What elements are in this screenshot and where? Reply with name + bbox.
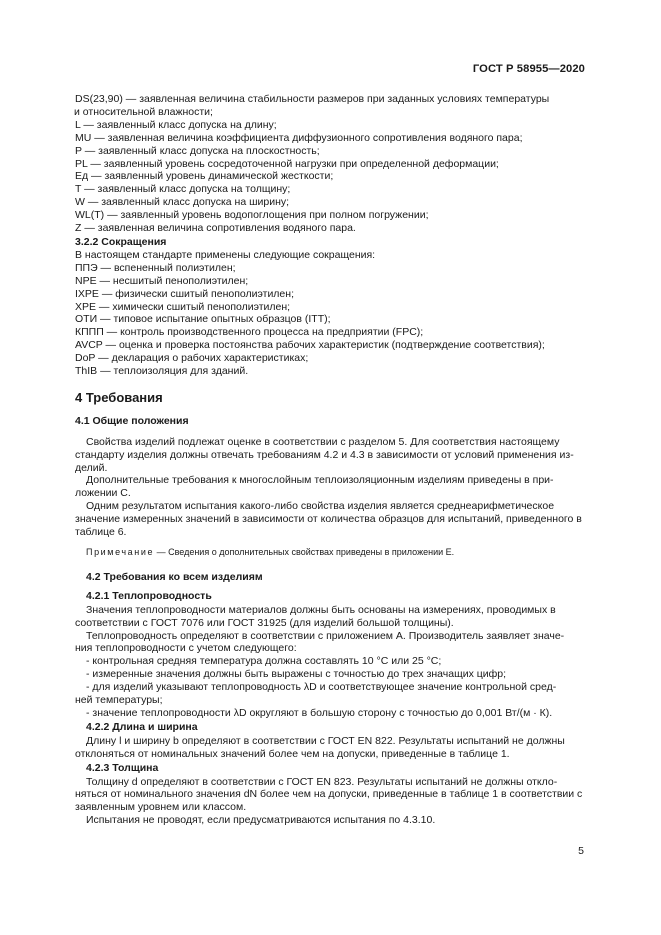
section-4-heading: 4 Требования — [75, 389, 163, 405]
symbol-line: W — заявленный класс допуска на ширину; — [75, 196, 290, 209]
abbrev-item: ThIB — теплоизоляция для зданий. — [75, 365, 249, 378]
paragraph-4-2-3-a — [75, 776, 585, 815]
section-4-2-heading: 4.2 Требования ко всем изделиям — [86, 570, 263, 583]
note-text: — Сведения о дополнительных свойствах приведены в приложении Е. — [154, 547, 455, 557]
section-4-2-3-heading: 4.2.3 Толщина — [86, 761, 159, 774]
para-line: соответствии с ГОСТ 7076 или ГОСТ 31925 (для изделий большой толщины). — [75, 616, 454, 629]
abbrev-item: КППП — контроль производственного процесса на предприятии (FPC); — [75, 326, 424, 339]
document-header: ГОСТ Р 58955—2020 — [472, 63, 585, 75]
paragraph-4-2-1-b — [75, 630, 585, 656]
para-line: стандарту изделия должны отвечать требованиям 4.2 и 4.3 в зависимости от условий применения из- — [75, 448, 574, 461]
para-line: Теплопроводность определяют в соответствии с приложением А. Производитель заявляет значе- — [86, 629, 565, 642]
symbol-line: MU — заявленная величина коэффициента диффузионного сопротивления водяного пара; — [75, 131, 523, 144]
para-line: Толщину d определяют в соответствии с ГОСТ EN 823. Результаты испытаний не должны откло- — [86, 775, 558, 788]
para-line: Длину l и ширину b определяют в соответствии с ГОСТ EN 822. Результаты испытаний не должны — [86, 734, 565, 747]
para-line: отклоняться от номинальных значений более чем на допуски, приведенные в таблице 1. — [75, 747, 510, 760]
symbol-line: DS(23,90) — заявленная величина стабильности размеров при заданных условиях температуры — [75, 93, 550, 105]
symbol-line: Z — заявленная величина сопротивления водяного пара. — [75, 222, 356, 235]
symbol-line: Eд — заявленный уровень динамической жесткости; — [75, 170, 334, 183]
symbol-line: L — заявленный класс допуска на длину; — [75, 118, 277, 131]
section-4-1-heading: 4.1 Общие положения — [75, 414, 189, 427]
para-line: няться от номинального значения dN более чем на допуски, приведенные в таблице 1 в соответствии с — [75, 788, 583, 801]
section-4-2-2-heading: 4.2.2 Длина и ширина — [86, 720, 198, 733]
symbol-line: P — заявленный класс допуска на плоскостность; — [75, 144, 320, 157]
abbrev-item: ППЭ — вспененный полиэтилен; — [75, 261, 236, 274]
abbrev-item: AVCP — оценка и проверка постоянства рабочих характеристик (подтверждение соответствия); — [75, 339, 545, 352]
para-line: таблице 6. — [75, 526, 127, 539]
list-item: - для изделий указывают теплопроводность λD и соответствующее значение контрольной сред- — [86, 681, 557, 694]
symbol-line: WL(T) — заявленный уровень водопоглощения при полном погружении; — [75, 209, 429, 222]
abbrev-item: IXPE — физически сшитый пенополиэтилен; — [75, 287, 294, 300]
list-item: - измеренные значения должны быть выражены с точностью до трех значащих цифр; — [86, 668, 507, 681]
para-line: Дополнительные требования к многослойным теплоизоляционным изделиям приведены в при- — [86, 474, 554, 487]
paragraph-4-2-1-a — [75, 604, 585, 630]
paragraph-4-1-2 — [75, 474, 585, 500]
list-item: - контрольная средняя температура должна составлять 10 °С или 25 °С; — [86, 655, 442, 668]
conductivity-list — [75, 655, 585, 720]
paragraph-4-1-1 — [75, 436, 585, 475]
abbrev-item: ОТИ — типовое испытание опытных образцов (ITT); — [75, 313, 331, 326]
page-content — [75, 93, 585, 827]
abbrev-item: NPE — несшитый пенополиэтилен; — [75, 274, 249, 287]
page-number: 5 — [578, 845, 584, 857]
abbrev-intro: В настоящем стандарте применены следующие сокращения: — [75, 248, 376, 261]
note — [75, 546, 585, 559]
paragraph-4-1-3 — [75, 500, 585, 539]
para-line: ложении С. — [75, 487, 131, 500]
note-label: Примечание — [86, 547, 155, 557]
para-line: ния теплопроводности с учетом следующего: — [75, 642, 297, 655]
para-line: значение измеренных значений в зависимости от количества образцов для испытаний, приведенного в — [75, 513, 582, 526]
symbol-line: и относительной влажности; — [74, 105, 213, 118]
symbol-line: T — заявленный класс допуска на толщину; — [75, 183, 291, 196]
list-item: ней температуры; — [75, 694, 163, 707]
para-line: Свойства изделий подлежат оценке в соответствии с разделом 5. Для соответствия настоящему — [86, 435, 560, 448]
symbols-list — [75, 93, 585, 235]
para-line: делий. — [75, 461, 108, 474]
para-line: Значения теплопроводности материалов должны быть основаны на измерениях, проводимых в — [86, 603, 556, 616]
paragraph-4-2-2 — [75, 735, 585, 761]
abbrev-list — [75, 262, 585, 378]
abbrev-heading: 3.2.2 Сокращения — [75, 235, 167, 248]
para-line: заявленным уровнем или классом. — [75, 801, 247, 814]
list-item: - значение теплопроводности λD округляют в большую сторону с точностью до 0,001 Вт/(м · К). — [86, 706, 553, 719]
para-line: Одним результатом испытания какого-либо свойства изделия является среднеарифметическое — [86, 500, 555, 513]
abbrev-item: XPE — химически сшитый пенополиэтилен; — [75, 300, 291, 313]
paragraph-4-2-3-b: Испытания не проводят, если предусматриваются испытания по 4.3.10. — [86, 814, 436, 827]
section-4-2-1-heading: 4.2.1 Теплопроводность — [86, 589, 212, 602]
symbol-line: PL — заявленный уровень сосредоточенной нагрузки при определенной деформации; — [75, 157, 499, 170]
abbrev-item: DoP — декларация о рабочих характеристиках; — [75, 352, 309, 365]
